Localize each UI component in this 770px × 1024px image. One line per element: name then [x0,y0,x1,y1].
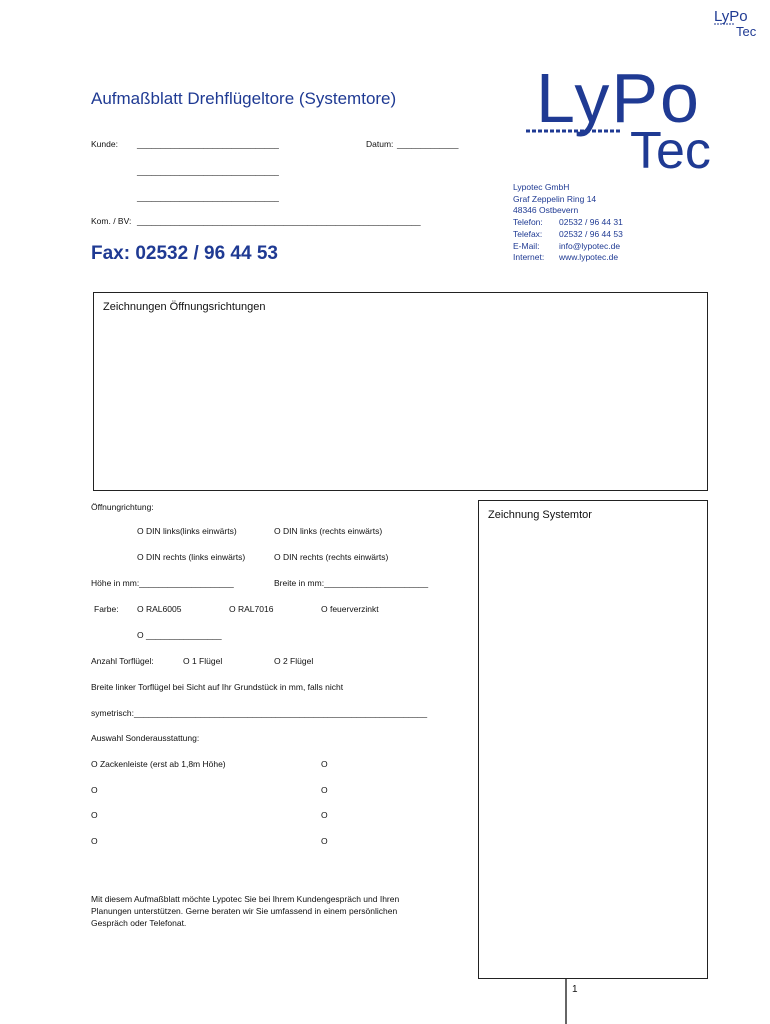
option-ral6005[interactable]: O RAL6005 [137,604,182,614]
address-line-1[interactable]: ______________________________ [137,166,279,176]
page-title: Aufmaßblatt Drehflügeltore (Systemtore) [91,89,397,108]
option-din-rechts-rechts[interactable]: O DIN rechts (rechts einwärts) [274,552,389,562]
contact-email[interactable]: E-Mail: info@lypotec.de [513,240,621,251]
option-sonder-l4[interactable]: O [91,836,98,846]
fax-number: Fax: 02532 / 96 44 53 [91,243,278,264]
logo-small [712,6,766,38]
option-sonder-r3[interactable]: O [321,810,328,820]
kunde-label: Kunde: [91,139,118,149]
option-farbe-other[interactable]: O ________________ [137,630,222,640]
page-number-rule [565,979,567,1024]
farbe-label: Farbe: [94,604,119,614]
contact-city: 48346 Ostbevern [513,205,579,216]
contact-block [513,182,623,264]
logo-large [522,60,737,175]
option-din-links-rechts[interactable]: O DIN links (rechts einwärts) [274,526,383,536]
option-ral7016[interactable]: O RAL7016 [229,604,274,614]
footer-line-3: Gespräch oder Telefonat. [91,918,187,928]
option-feuerverzinkt[interactable]: O feuerverzinkt [321,604,379,614]
contact-internet[interactable]: Internet: www.lypotec.de [513,252,619,263]
option-2-fluegel[interactable]: O 2 Flügel [274,656,314,666]
datum-field[interactable]: _____________ [397,139,459,149]
logo-small-line1: LyPo [714,8,748,25]
address-line-2[interactable]: ______________________________ [137,192,279,202]
logo-large-line1: LyPo [536,60,701,137]
footer-line-2: Planungen unterstützen. Gerne beraten wir Sie umfassend in einem persönlichen [91,906,398,916]
drawing-box-system[interactable] [478,500,708,979]
drawing-box-opening-label: Zeichnungen Öffnungsrichtungen [103,301,266,313]
option-sonder-r4[interactable]: O [321,836,328,846]
option-sonder-r2[interactable]: O [321,785,328,795]
drawing-box-system-label: Zeichnung Systemtor [488,509,592,521]
contact-telefon: Telefon: 02532 / 96 44 31 [513,217,623,228]
option-zackenleiste[interactable]: O Zackenleiste (erst ab 1,8m Höhe) [91,759,226,769]
option-sonder-l3[interactable]: O [91,810,98,820]
option-sonder-l2[interactable]: O [91,785,98,795]
kom-field[interactable]: ____________________________________________________________ [137,216,421,226]
sonder-label: Auswahl Sonderausstattung: [91,733,200,743]
kom-label: Kom. / BV: [91,216,132,226]
logo-small-line2: Tec [736,24,757,38]
logo-small-graphic [712,6,766,38]
oeffnung-label: Öffnungrichtung: [91,502,154,512]
option-din-links-links[interactable]: O DIN links(links einwärts) [137,526,237,536]
hoehe-field[interactable]: Höhe in mm:____________________ [91,578,234,588]
symetrisch-field[interactable]: symetrisch:______________________________________________________________ [91,708,428,718]
datum-label: Datum: [366,139,394,149]
logo-large-line2: Tec [630,122,711,175]
anzahl-label: Anzahl Torflügel: [91,656,154,666]
option-sonder-r1[interactable]: O [321,759,328,769]
kunde-field[interactable]: ______________________________ [137,139,279,149]
page-number: 1 [572,984,578,995]
option-din-rechts-links[interactable]: O DIN rechts (links einwärts) [137,552,246,562]
contact-company: Lypotec GmbH [513,182,570,192]
footer-line-1: Mit diesem Aufmaßblatt möchte Lypotec Sie bei Ihrem Kundengespräch und Ihren [91,894,400,904]
contact-telefax: Telefax: 02532 / 96 44 53 [513,228,623,239]
breite-field[interactable]: Breite in mm:______________________ [274,578,429,588]
contact-street: Graf Zeppelin Ring 14 [513,193,597,204]
drawing-box-opening[interactable] [93,292,708,491]
footer-paragraph [91,893,399,929]
breite-linker-label: Breite linker Torflügel bei Sicht auf Ihr Grundstück in mm, falls nicht [91,682,344,692]
logo-large-graphic [522,60,737,175]
option-1-fluegel[interactable]: O 1 Flügel [183,656,223,666]
